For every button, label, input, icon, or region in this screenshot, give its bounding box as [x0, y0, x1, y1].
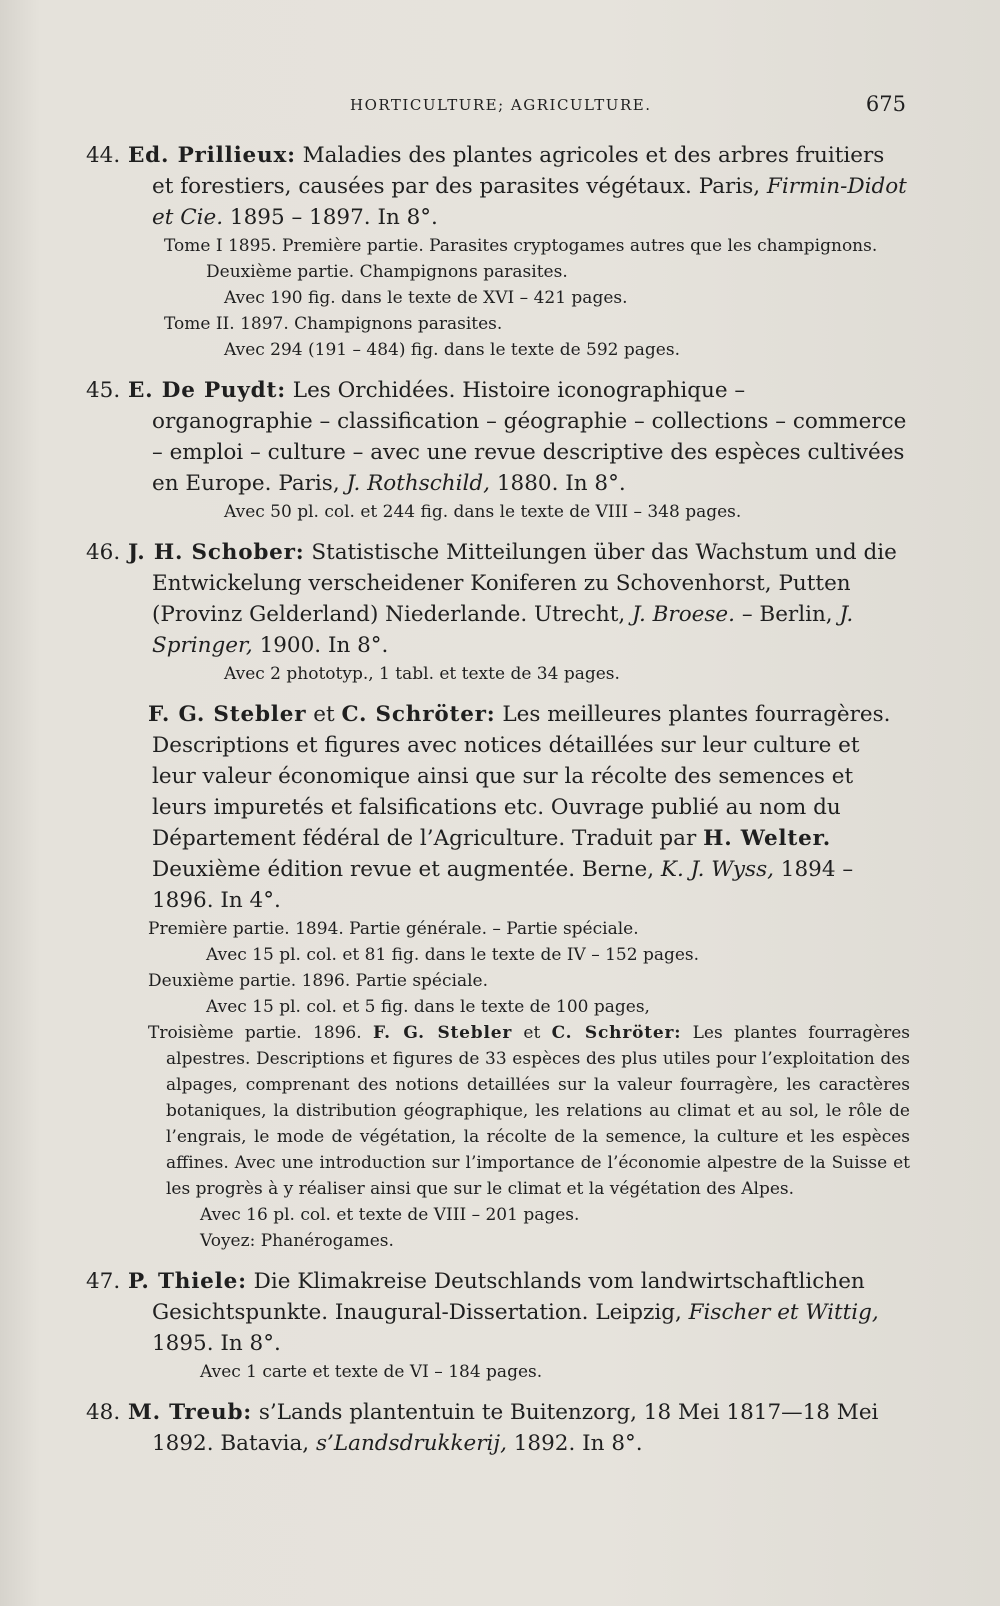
entry-title: Maladies des plantes agricoles et des arbres fruitiers et forestiers, causées par des parasites végétaux. Paris, [152, 143, 885, 199]
entry-author: M. Treub: [128, 1400, 253, 1425]
entry-stebler-citation [86, 699, 910, 916]
running-head [100, 92, 910, 122]
entry-stebler-part-1-extent: Avec 15 pl. col. et 81 fig. dans le texte de IV – 152 pages. [206, 945, 700, 965]
entry-translator: H. Welter. [703, 826, 832, 851]
entry-author: Ed. Prillieux: [128, 143, 296, 168]
part-3-label: Troisième partie. 1896. [148, 1023, 373, 1043]
entry-44-citation [86, 140, 910, 233]
part-3-et: et [512, 1023, 552, 1043]
entry-stebler-part-3-extent: Avec 16 pl. col. et texte de VIII – 201 pages. [200, 1205, 580, 1225]
entry-44-volume-1: Tome I 1895. Première partie. Parasites cryptogames autres que les champignons. Deuxième partie. Champignons parasites. [164, 236, 878, 282]
entry-47-citation [86, 1266, 910, 1359]
entry-number: 45. [86, 378, 121, 403]
entry-stebler [86, 699, 910, 1254]
entry-author: F. G. Stebler [148, 702, 307, 727]
bibliography-list [86, 140, 910, 1471]
entry-44 [86, 140, 910, 363]
entry-author: E. De Puydt: [128, 378, 286, 403]
entry-title: Die Klimakreise Deutschlands vom landwirtschaftlichen Gesichtspunkte. Inaugural-Dissertation. Leipzig, [152, 1269, 865, 1325]
entry-publisher-2: J. Springer, [152, 602, 854, 658]
entry-publisher: Fischer et Wittig, [688, 1300, 879, 1325]
entry-author-2: C. Schröter: [341, 702, 496, 727]
entry-48-citation [86, 1397, 910, 1459]
part-3-text: Les plantes fourragères alpestres. Descriptions et figures de 33 espèces des plus utiles pour l’exploitation des alpages, comprenant des notions detaillées sur la valeur fourragère, les caractères botaniques, la distribution géographique, les relations au climat et au sol, le rôle de l’engrais, le mode de végétation, la récolte de la semence, la culture et les espèces affines. Avec une introduction sur l’importance de l’économie alpestre de la Suisse et les progrès à y réaliser ainsi que sur le climat et la végétation des Alpes. [166, 1023, 910, 1199]
entry-stebler-part-2: Deuxième partie. 1896. Partie spéciale. [148, 971, 488, 991]
part-3-author-2: C. Schröter: [551, 1023, 682, 1043]
entry-title: Les Orchidées. Histoire iconographique – organographie – classification – géographie – collections – commerce – emploi – culture – avec une revue descriptive des espèces cultivées en Europe. Paris, [152, 378, 907, 496]
entry-44-volume-2: Tome II. 1897. Champignons parasites. [164, 314, 503, 334]
entry-date: 1880. In 8°. [490, 471, 626, 496]
entry-44-volume-2-extent: Avec 294 (191 – 484) fig. dans le texte de 592 pages. [224, 340, 680, 360]
entry-date: 1894 – 1896. In 4°. [152, 857, 854, 913]
entry-46 [86, 537, 910, 687]
entry-title: s’Lands plantentuin te Buitenzorg, 18 Mei 1817—18 Mei 1892. Batavia, [152, 1400, 879, 1456]
entry-46-citation [86, 537, 910, 661]
entry-46-extent: Avec 2 phototyp., 1 tabl. et texte de 34 pages. [224, 664, 620, 684]
entry-45-extent: Avec 50 pl. col. et 244 fig. dans le texte de VIII – 348 pages. [224, 502, 742, 522]
entry-date: 1895. In 8°. [152, 1331, 281, 1356]
entry-author: J. H. Schober: [128, 540, 305, 565]
entry-45 [86, 375, 910, 525]
running-head-title: HORTICULTURE; AGRICULTURE. [350, 96, 652, 114]
entry-et: et [306, 702, 342, 727]
entry-publisher: Firmin-Didot et Cie. [152, 174, 907, 230]
entry-title: Statistische Mitteilungen über das Wachstum und die Entwickelung verscheidener Koniferen zu Schovenhorst, Putten (Provinz Gelderland) Niederlande. Utrecht, [152, 540, 897, 627]
entry-date: 1895 – 1897. In 8°. [223, 205, 438, 230]
entry-number: 46. [86, 540, 121, 565]
entry-mid: – Berlin, [734, 602, 840, 627]
entry-author: P. Thiele: [128, 1269, 247, 1294]
entry-publisher: K. J. Wyss, [660, 857, 774, 882]
entry-number: 48. [86, 1400, 121, 1425]
entry-45-citation [86, 375, 910, 499]
entry-47-extent: Avec 1 carte et texte de VI – 184 pages. [200, 1362, 543, 1382]
entry-publisher: J. Broese. [632, 602, 735, 627]
entry-47 [86, 1266, 910, 1385]
entry-stebler-see-also: Voyez: Phanérogames. [200, 1231, 394, 1251]
entry-48 [86, 1397, 910, 1459]
entry-stebler-part-3 [86, 1020, 910, 1202]
entry-date: 1892. In 8°. [506, 1431, 643, 1456]
page-number: 675 [865, 92, 906, 116]
entry-number: 47. [86, 1269, 121, 1294]
entry-stebler-part-2-extent: Avec 15 pl. col. et 5 fig. dans le texte de 100 pages, [206, 997, 650, 1017]
entry-stebler-part-1: Première partie. 1894. Partie générale. – Partie spéciale. [148, 919, 639, 939]
entry-date: 1900. In 8°. [252, 633, 389, 658]
entry-publisher: s’Landsdrukkerij, [315, 1431, 507, 1456]
entry-publisher: J. Rothschild, [346, 471, 491, 496]
entry-44-volume-1-extent: Avec 190 fig. dans le texte de XVI – 421 pages. [224, 288, 628, 308]
part-3-author: F. G. Stebler [372, 1023, 513, 1043]
entry-title-2: Deuxième édition revue et augmentée. Berne, [152, 857, 661, 882]
entry-number: 44. [86, 143, 121, 168]
entry-title: Les meilleures plantes fourragères. Descriptions et figures avec notices détaillées sur leur culture et leur valeur économique ainsi que sur la récolte des semences et leurs impuretés et falsifications etc. Ouvrage publié au nom du Département fédéral de l’Agriculture. Traduit par [152, 702, 891, 851]
